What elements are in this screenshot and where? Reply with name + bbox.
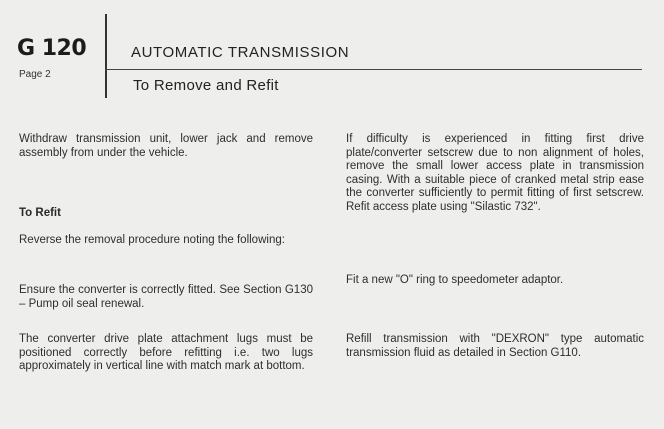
page-title: AUTOMATIC TRANSMISSION: [131, 44, 350, 61]
page-subtitle: To Remove and Refit: [133, 77, 279, 94]
left-paragraph-1: Withdraw transmission unit, lower jack and remove assembly from under the vehicle.: [19, 133, 313, 159]
header-vertical-rule: [105, 14, 107, 98]
right-paragraph-3: Refill transmission with "DEXRON" type automatic transmission fluid as detailed in Section G110.: [346, 333, 644, 359]
page-number: Page 2: [19, 69, 51, 80]
left-paragraph-2: Reverse the removal procedure noting the following:: [19, 234, 285, 246]
right-paragraph-2: Fit a new "O" ring to speedometer adaptor.: [346, 274, 564, 286]
header-horizontal-rule: [105, 69, 642, 70]
left-paragraph-4: The converter drive plate attachment lugs must be positioned correctly before refitting i.e. two lugs approximately in vertical line with match mark at bottom.: [19, 333, 313, 372]
left-paragraph-3: Ensure the converter is correctly fitted. See Section G130 – Pump oil seal renewal.: [19, 284, 313, 310]
section-code: G 120: [17, 36, 87, 61]
refit-heading: To Refit: [19, 207, 61, 219]
right-paragraph-1: If difficulty is experienced in fitting first drive plate/converter setscrew due to non alignment of holes, remove the small lower access plate in transmission casing. With a suitable piece of cranked metal strip ease the converter sufficiently to permit fitting of first setscrew. Refit access plate using "Silastic 732".: [346, 133, 644, 213]
